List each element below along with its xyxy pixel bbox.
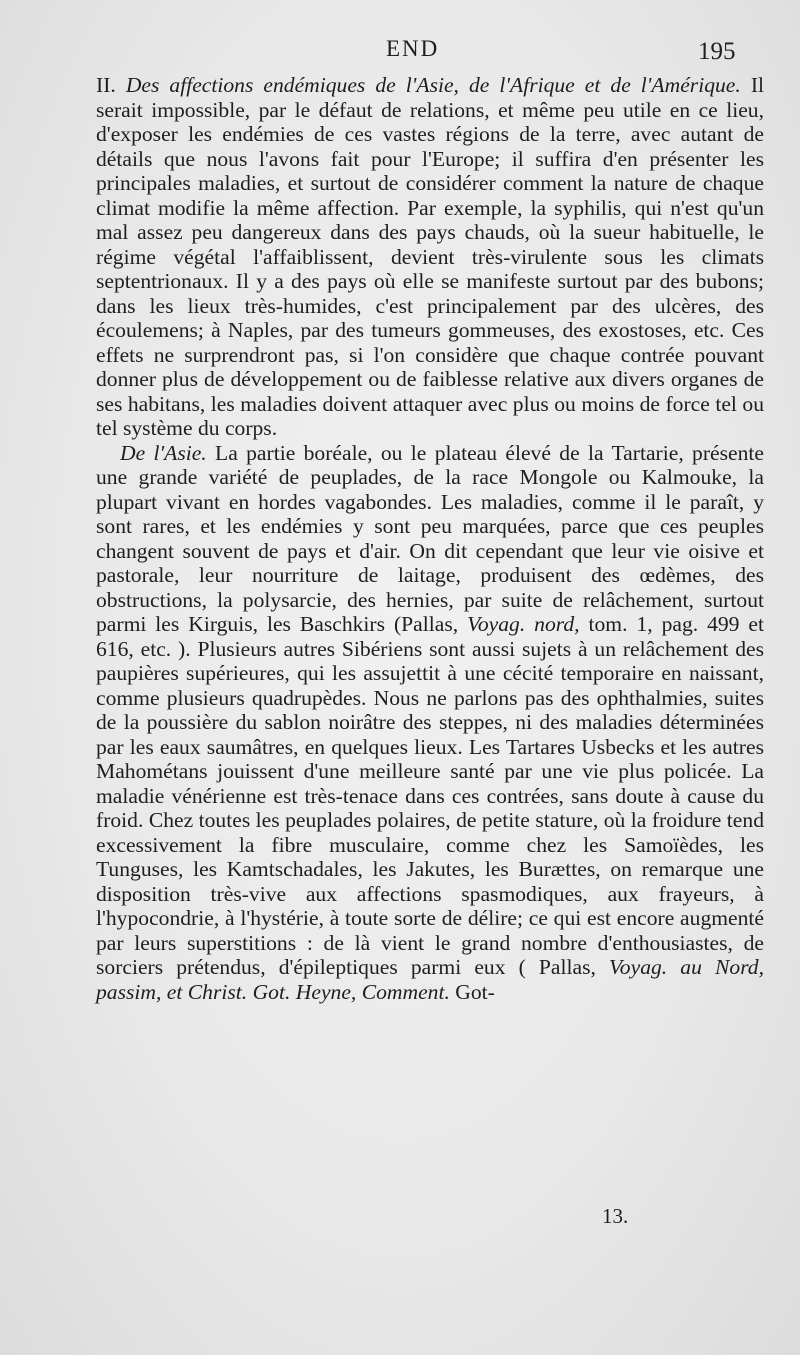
running-head [0,36,800,76]
paragraph-text: Il serait impossible, par le défaut de relations, et même peu utile en ce lieu, d'exposer les endémies de ces vastes régions de la terre, avec autant de détails que nous l'avons fait pour l'Europe; il suffira d'en présenter les principales maladies, et surtout de considérer comment la nature de chaque climat modifie la même affection. Par exemple, la syphilis, qui n'est qu'un mal assez peu dangereux dans des pays chauds, où la sueur habituelle, le régime végétal l'affaiblissent, devient très-virulente sous les climats septentrionaux. Il y a des pays où elle se manifeste surtout par des bubons; dans les lieux très-humides, c'est principalement par des ulcères, des écoulemens; à Naples, par des tumeurs gommeuses, des exostoses, etc. Ces effets ne surprendront pas, si l'on considère que chaque contrée pouvant donner plus de développement ou de faiblesse relative aux divers organes de ses habitans, les maladies doivent attaquer avec plus ou moins de force tel ou tel système du corps. [96,73,765,440]
page-number: 195 [698,38,736,65]
citation-pallas-2: Voyag. au Nord, passim, et Christ. Got. Heyne, Comment. [96,955,764,1004]
paragraph-text-b: tom. 1, pag. 499 et 616, etc. ). Plusieurs autres Sibériens sont aussi sujets à un relâchement des paupières supérieures, qui les assujettit à une cécité temporaire en naissant, comme plusieurs quadrupèdes. Nous ne parlons pas des ophthalmies, suites de la poussière du sablon noirâtre des steppes, ni des maladies déterminées par les eaux saumâtres, en quelques lieux. Les Tartares Usbecks et les autres Mahométans jouissent d'une meilleure santé par une vie plus policée. La maladie vénérienne est très-tenace dans ces contrées, sans doute à cause du froid. Chez toutes les peuplades polaires, de petite stature, où la froidure tend excessivement la fibre musculaire, comme chez les Samoïèdes, les Tunguses, les Kamtschadales, les Jakutes, les Burættes, on remarque une disposition très-vive aux affections spasmodiques, aux frayeurs, à l'hypocondrie, à l'hystérie, à toute sorte de délire; ce qui est encore augmenté par leurs superstitions : de là vient le grand nombre d'enthousiastes, de sorciers prétendus, d'épileptiques parmi eux ( Pallas, [96,612,764,979]
paragraph-text-c: Got- [455,979,495,1004]
signature-mark: 13. [602,1204,629,1228]
section-number: II. [96,73,116,97]
citation-pallas-1: Voyag. nord, [467,612,580,636]
paragraph-text-a: La partie boréale, ou le plateau élevé de la Tartarie, présente une grande variété de peuplades, de la race Mongole ou Kalmouke, la plupart vivant en hordes vagabondes. Les maladies, comme il le paraît, y sont rares, et les endémies y sont peu marquées, parce que ces peuples changent souvent de pays et d'air. On dit cependant que leur vie oisive et pastorale, leur nourriture de laitage, produisent des œdèmes, des obstructions, la polysarcie, des hernies, par suite de relâchement, surtout parmi les Kirguis, les Baschkirs (Pallas, [96,440,764,636]
subsection-heading: De l'Asie. [120,440,207,465]
section-heading: Des affections endémiques de l'Asie, de l'Afrique et de l'Amérique. [125,73,741,97]
running-title: END [386,36,440,61]
page-body [96,73,764,1004]
paragraph-asie [96,441,764,1005]
paragraph-affections [96,73,764,441]
